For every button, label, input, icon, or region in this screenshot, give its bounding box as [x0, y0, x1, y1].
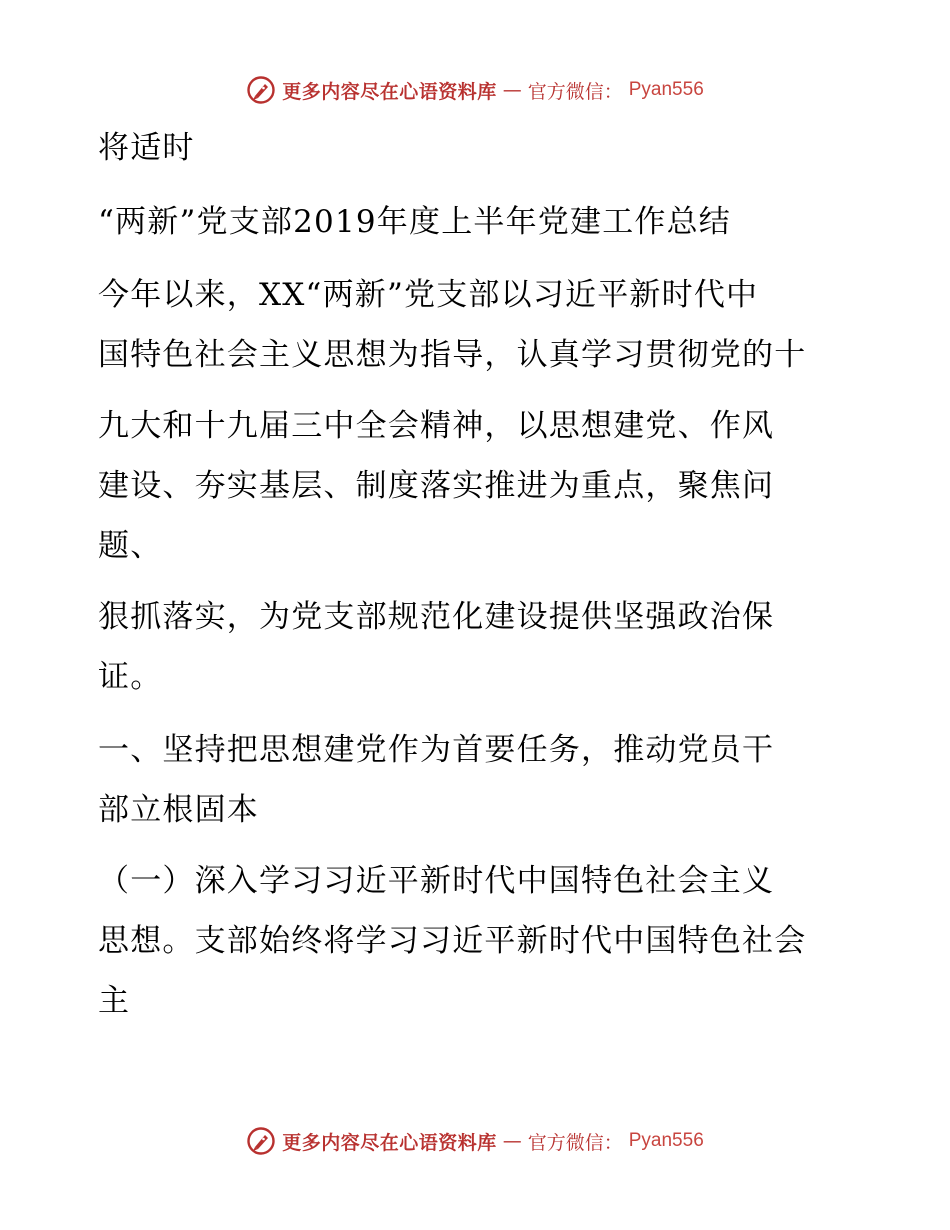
body-line: 题、	[98, 528, 163, 564]
body-line: 今年以来，XX“两新”党支部以习近平新时代中	[98, 277, 759, 313]
section-heading: 一、坚持把思想建党作为首要任务，推动党员干	[98, 732, 775, 768]
body-line: 九大和十九届三中全会精神，以思想建党、作风	[98, 408, 775, 444]
pen-nib-logo-icon	[246, 1126, 276, 1156]
section-heading: 部立根固本	[98, 792, 259, 828]
watermark-wechat-label: 官方微信：	[527, 1131, 623, 1154]
watermark-wechat-label: 官方微信：	[527, 80, 623, 103]
pen-nib-logo-icon	[246, 75, 276, 105]
body-line: 证。	[98, 659, 163, 695]
body-line: 主	[98, 983, 131, 1019]
subsection-heading: （一）深入学习习近平新时代中国特色社会主义	[98, 863, 775, 899]
header-watermark	[0, 73, 950, 107]
watermark-wechat-id: Pyan556	[628, 1130, 704, 1151]
document-title: “两新”党支部2019年度上半年党建工作总结	[98, 204, 731, 240]
body-line: 建设、夯实基层、制度落实推进为重点，聚焦问	[98, 468, 775, 504]
watermark-main-text: 更多内容尽在心语资料库	[282, 1131, 497, 1154]
watermark-main-text: 更多内容尽在心语资料库	[282, 80, 497, 103]
watermark-separator: —	[502, 1130, 522, 1152]
watermark-wechat-id: Pyan556	[628, 79, 704, 100]
body-line: 国特色社会主义思想为指导，认真学习贯彻党的十	[98, 337, 807, 373]
footer-watermark	[0, 1124, 950, 1158]
body-line: 狠抓落实，为党支部规范化建设提供坚强政治保	[98, 599, 775, 635]
body-line: 将适时	[98, 130, 195, 166]
body-line: 思想。支部始终将学习习近平新时代中国特色社会	[98, 923, 807, 959]
watermark-separator: —	[502, 79, 522, 101]
